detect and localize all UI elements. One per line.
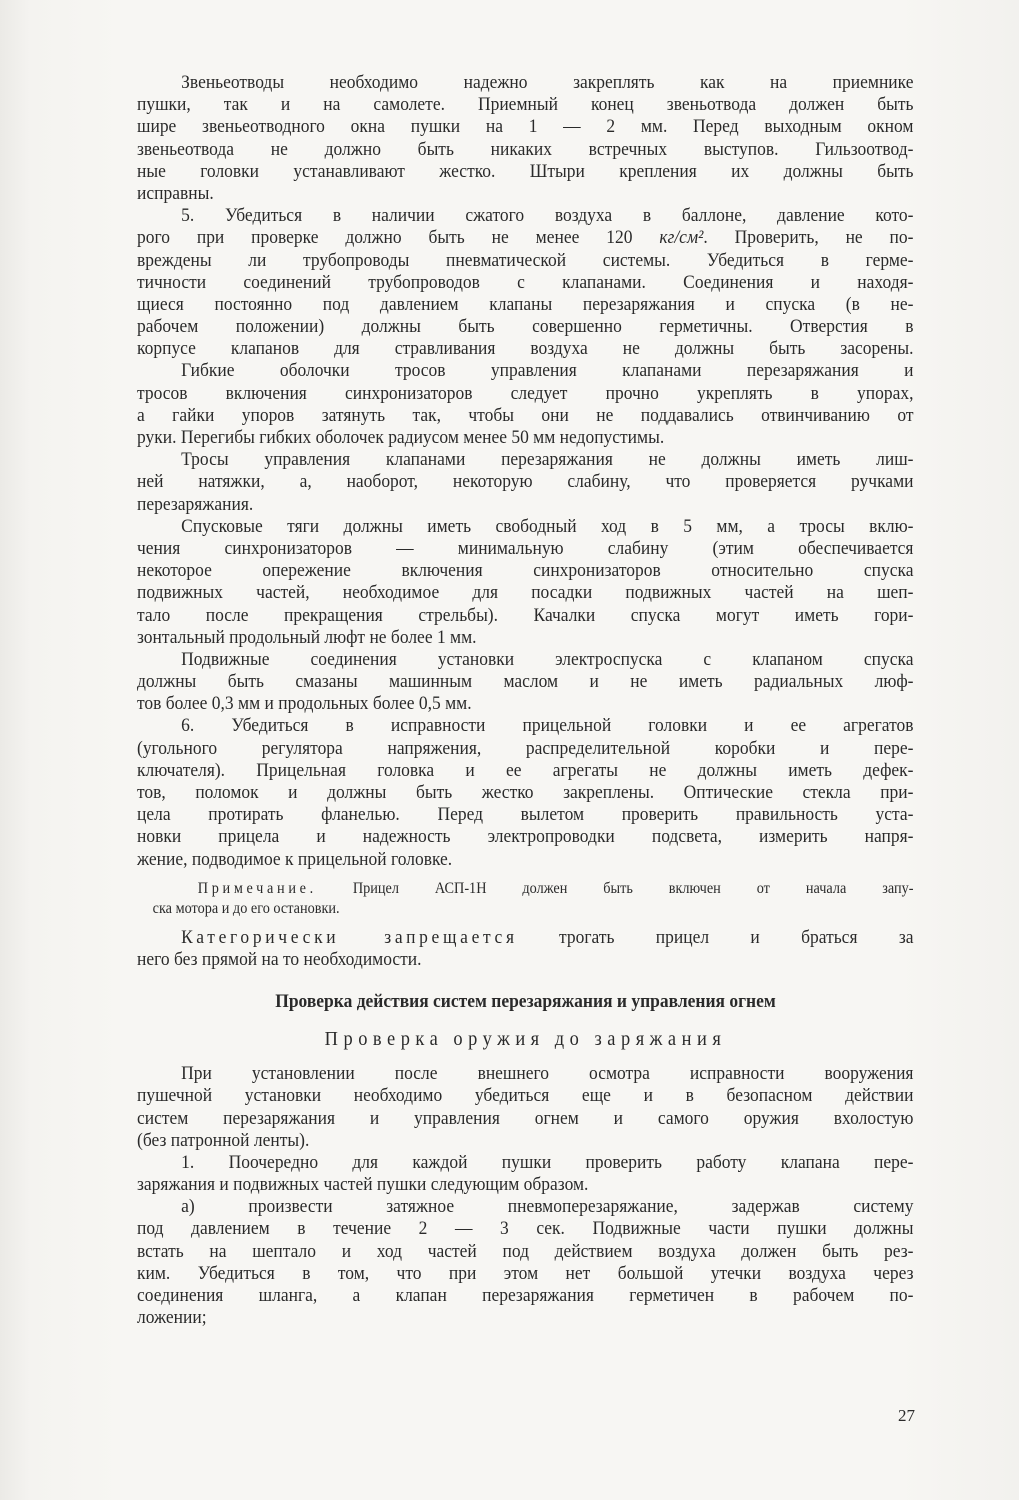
note-line [137,879,913,899]
text-line: Спусковые тяги должны иметь свободный ход в 5 мм, а тросы вклю- [181,515,914,537]
text-line: некоторое опережение включения синхронизаторов относительно спуска [137,560,914,582]
section-heading: Проверка действия систем перезаряжания и управления огнем [275,991,776,1013]
text-line: должны быть смазаны машинным маслом и не иметь радиальных люф- [137,671,914,693]
text-line: Тросы управления клапанами перезаряжания не должны иметь лиш- [181,449,914,471]
text-line: щиеся постоянно под давлением клапаны перезаряжания и спуска (в не- [137,293,914,315]
text-line: цела протирать фланелью. Перед вылетом проверить правильность уста- [137,804,914,826]
paragraph-trigger-rods [137,516,914,649]
text-line: исправны. [137,182,214,204]
text-line: шире звеньеотводного окна пушки на 1 — 2 мм. Перед выходным окном [137,116,914,138]
text-line: перезаряжания. [137,493,254,515]
unit-text: кг/см² [659,227,704,249]
text-line: Гибкие оболочки тросов управления клапанами перезаряжания и [181,360,914,382]
paragraph-moving-joints [137,649,914,716]
spacer [137,871,914,879]
warning-text: трогать прицел и браться за [559,926,914,948]
warning-line [137,927,913,949]
warning-block [137,927,914,971]
text-line: вреждены ли трубопроводы пневматической системы. Убедиться в герме- [137,249,914,271]
text-column [137,72,914,1329]
paragraph-flexible-sheaths [137,360,914,449]
text-line: Подвижные соединения установки электроспуска с клапаном спуска [181,648,914,670]
spacer [137,919,914,927]
spacer [137,1055,914,1063]
text-line: новки прицела и надежность электропроводки подсвета, измерить напря- [137,826,914,848]
note-block [137,879,914,919]
text-line: под давлением в течение 2 — 3 сек. Подвижные части пушки должны [137,1218,914,1240]
page-number: 27 [898,1406,915,1425]
text-line: (без патронной ленты). [137,1129,310,1151]
text-line: пушки, так и на самолете. Приемный конец звеньотвода должен быть [137,94,914,116]
text-line: жение, подводимое к прицельной головке. [137,848,453,870]
text-line: тросов включения синхронизаторов следует прочно укреплять в упорах, [137,382,914,404]
text-line: ные головки устанавливают жестко. Штыри крепления их должны быть [137,160,914,182]
text-line: 1. Поочередно для каждой пушки проверить работу клапана пере- [181,1151,914,1173]
text-line: 5. Убедиться в наличии сжатого воздуха в баллоне, давление кото- [181,205,914,227]
text-line: зонтальный продольный люфт не более 1 мм. [137,626,477,648]
text-line: тов, поломок и должны быть жестко закреплены. Оптические стекла при- [137,782,914,803]
text-line: При установлении после внешнего осмотра исправности вооружения [181,1063,914,1085]
text-line: руки. Перегибы гибких оболочек радиусом менее 50 мм недопустимы. [137,427,665,448]
paragraph-item-6 [137,715,914,870]
text-line: (угольного регулятора напряжения, распределительной коробки и пере- [137,737,914,759]
text-line: систем перезаряжания и управления огнем и самого оружия вхолостую [137,1107,914,1129]
text-line: звеньеотвода не должно быть никаких встречных выступов. Гильзоотвод- [137,138,914,160]
text-line: тало после прекращения стрельбы). Качалки спуска могут иметь гори- [137,604,914,626]
subsection-heading: Проверка оружия до заряжания [324,1028,727,1051]
paragraph-step-1 [137,1152,914,1196]
text-line: рого при проверке должно быть не менее 120 кг/см². Проверить, не по- [137,227,914,249]
note-label: Примечание. [197,879,317,897]
text-line: а) произвести затяжное пневмоперезаряжание, задержав систему [181,1196,914,1218]
text-line: тов более 0,3 мм и продольных более 0,5 мм. [137,693,472,715]
text-line: ключателя). Прицельная головка и ее агрегаты не должны иметь дефек- [137,759,914,781]
paragraph-step-1a [137,1196,914,1329]
note-line: ска мотора и до его остановки. [152,899,340,917]
warning-line: него без прямой на то необходимости. [137,948,422,970]
text-line: соединения шланга, а клапан перезаряжания герметичен в рабочем по- [137,1285,914,1306]
warning-emphasis: Категорически запрещается [181,926,518,948]
text-line: пушечной установки необходимо убедиться еще и в безопасном действии [137,1085,914,1107]
text-line: заряжания и подвижных частей пушки следующим образом. [137,1174,589,1196]
text-line: чения синхронизаторов — минимальную слабину (этим обеспечивается [137,537,914,559]
paragraph-control-cables [137,449,914,516]
text-line: а гайки упоров затянуть так, чтобы они не поддавались отвинчиванию от [137,404,914,426]
text-line: 6. Убедиться в исправности прицельной головки и ее агрегатов [181,715,914,737]
text-line: ложении; [137,1307,207,1329]
text-line: корпусе клапанов для стравливания воздуха не должны быть засорены. [137,338,914,360]
paragraph-link-chutes [137,72,914,205]
text-line: Звеньеотводы необходимо надежно закреплять как на приемнике [181,72,914,93]
paragraph-item-5 [137,205,914,360]
text-line: ней натяжки, а, наоборот, некоторую слабину, что проверяется ручками [137,471,914,493]
paragraph-intro-check [137,1063,914,1152]
spacer [137,971,914,989]
note-text: Прицел АСП-1Н должен быть включен от начала запу- [352,879,914,897]
text-line: рабочем положении) должны быть совершенно герметичны. Отверстия в [137,316,914,338]
text-line: ким. Убедиться в том, что при этом нет большой утечки воздуха через [137,1262,914,1284]
text-line: тичности соединений трубопроводов с клапанами. Соединения и находя- [137,271,914,293]
text-line: встать на шептало и ход частей под действием воздуха должен быть рез- [137,1240,914,1262]
text-line: подвижных частей, необходимое для посадки подвижных частей на шеп- [137,582,914,604]
spacer [137,1015,914,1023]
